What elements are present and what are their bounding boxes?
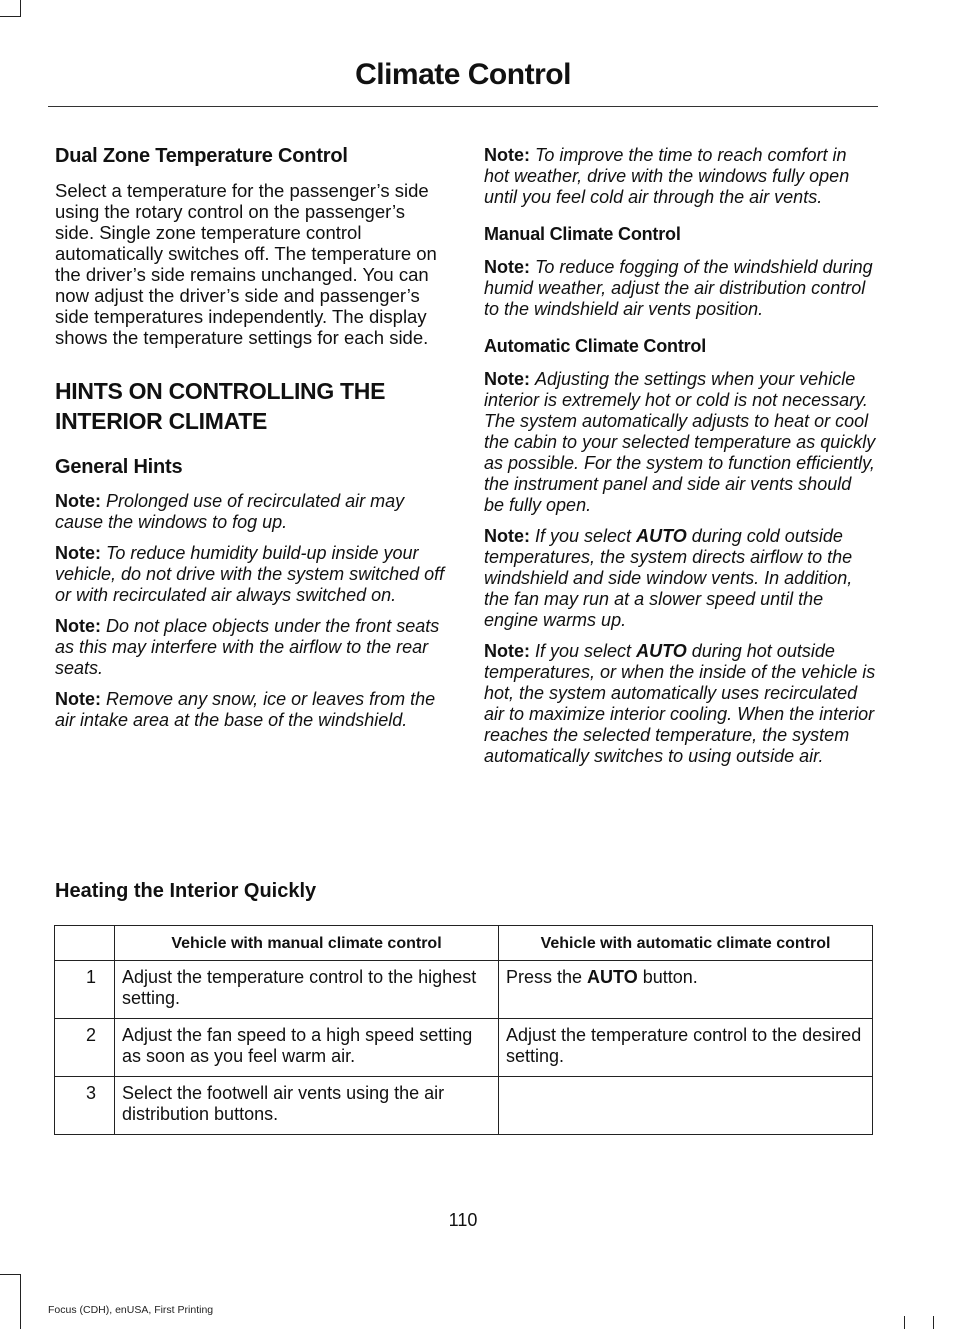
left-column xyxy=(55,145,447,741)
crop-mark xyxy=(0,16,20,17)
note-paragraph xyxy=(484,526,876,631)
manual-step: Adjust the fan speed to a high speed setting as soon as you feel warm air. xyxy=(115,1019,499,1077)
automatic-step-text: Adjust the temperature control to the desired setting. xyxy=(506,1025,862,1066)
manual-step: Adjust the temperature control to the highest setting. xyxy=(115,961,499,1019)
crop-mark xyxy=(904,1316,905,1329)
table-row xyxy=(55,961,873,1019)
heating-heading: Heating the Interior Quickly xyxy=(55,880,317,902)
note-text: Adjusting the settings when your vehicle interior is extremely hot or cold is not necessary. The system automatically adjusts to heat or cool the cabin to your selected temperature as quickly as possible. For the system to function efficiently, the instrument panel and side air vents should be fully open. xyxy=(484,369,876,515)
note-paragraph xyxy=(484,641,876,767)
note-paragraph xyxy=(55,616,447,679)
column-header-manual: Vehicle with manual climate control xyxy=(115,926,499,961)
note-text xyxy=(484,641,875,766)
auto-keyword: AUTO xyxy=(587,967,638,987)
note-paragraph xyxy=(55,543,447,606)
general-hints-heading: General Hints xyxy=(55,456,183,478)
note-text: To improve the time to reach comfort in hot weather, drive with the windows fully open until you feel cold air through the air vents. xyxy=(484,145,850,207)
title-divider xyxy=(48,106,878,107)
note-text-pre: If you select xyxy=(535,526,637,546)
note-paragraph xyxy=(484,257,876,320)
automatic-step xyxy=(499,1077,873,1135)
automatic-step-text-post: button. xyxy=(637,967,698,987)
heating-steps-table xyxy=(54,925,873,1135)
note-paragraph xyxy=(484,369,876,516)
automatic-step xyxy=(499,961,873,1019)
note-paragraph xyxy=(55,491,447,533)
note-text: To reduce humidity build-up inside your vehicle, do not drive with the system switched off or with recirculated air always switched on. xyxy=(55,543,445,605)
note-label: Note: xyxy=(55,616,101,636)
page-title: Climate Control xyxy=(355,58,571,91)
table-header-row xyxy=(55,926,873,961)
right-column xyxy=(484,145,876,777)
note-text-pre: If you select xyxy=(535,641,637,661)
note-text: Prolonged use of recirculated air may cause the windows to fog up. xyxy=(55,491,405,532)
dual-zone-heading: Dual Zone Temperature Control xyxy=(55,145,348,167)
manual-climate-heading: Manual Climate Control xyxy=(484,224,681,244)
note-label: Note: xyxy=(484,641,530,661)
note-text: To reduce fogging of the windshield during humid weather, adjust the air distribution control to the windshield air vents position. xyxy=(484,257,873,319)
note-label: Note: xyxy=(484,257,530,277)
automatic-step-text: Press the xyxy=(506,967,588,987)
edition-footer: Focus (CDH), enUSA, First Printing xyxy=(48,1304,214,1316)
manual-step: Select the footwell air vents using the air distribution buttons. xyxy=(115,1077,499,1135)
note-paragraph xyxy=(484,145,876,208)
note-label: Note: xyxy=(484,145,530,165)
table-row xyxy=(55,1077,873,1135)
column-header-automatic: Vehicle with automatic climate control xyxy=(499,926,873,961)
auto-keyword: AUTO xyxy=(636,641,687,661)
table-row xyxy=(55,1019,873,1077)
note-text-post: during cold outside temperatures, the system directs airflow to the windshield and side window vents. In addition, the fan may run at a slower speed until the engine warms up. xyxy=(484,526,853,630)
automatic-step xyxy=(499,1019,873,1077)
dual-zone-body: Select a temperature for the passenger’s side using the rotary control on the passenger’s side. Single zone temperature control automatically switches off. The temperature on the driver’s side remains unchanged. You can now adjust the driver’s side and passenger’s side temperatures independently. The display shows the temperature settings for each side. xyxy=(55,180,437,348)
note-label: Note: xyxy=(484,526,530,546)
hints-heading: HINTS ON CONTROLLING THE INTERIOR CLIMATE xyxy=(55,378,386,434)
crop-mark xyxy=(0,1274,20,1275)
step-number: 3 xyxy=(55,1077,115,1135)
note-text xyxy=(484,526,852,630)
step-number: 1 xyxy=(55,961,115,1019)
crop-mark xyxy=(20,0,21,17)
crop-mark xyxy=(20,1274,21,1329)
step-number: 2 xyxy=(55,1019,115,1077)
automatic-climate-heading: Automatic Climate Control xyxy=(484,336,707,356)
note-label: Note: xyxy=(55,543,101,563)
crop-mark xyxy=(933,1316,934,1329)
note-label: Note: xyxy=(484,369,530,389)
note-label: Note: xyxy=(55,491,101,511)
auto-keyword: AUTO xyxy=(636,526,687,546)
note-label: Note: xyxy=(55,689,101,709)
note-paragraph xyxy=(55,689,447,731)
note-text-post: during hot outside temperatures, or when the inside of the vehicle is hot, the system automatically uses recirculated air to maximize interior cooling. When the interior reaches the selected temperature, the system automatically switches to using outside air. xyxy=(484,641,876,766)
page-number: 110 xyxy=(448,1210,478,1230)
note-text: Remove any snow, ice or leaves from the air intake area at the base of the windshield. xyxy=(55,689,436,730)
column-header-number xyxy=(55,926,115,961)
note-text: Do not place objects under the front seats as this may interfere with the airflow to the rear seats. xyxy=(55,616,440,678)
